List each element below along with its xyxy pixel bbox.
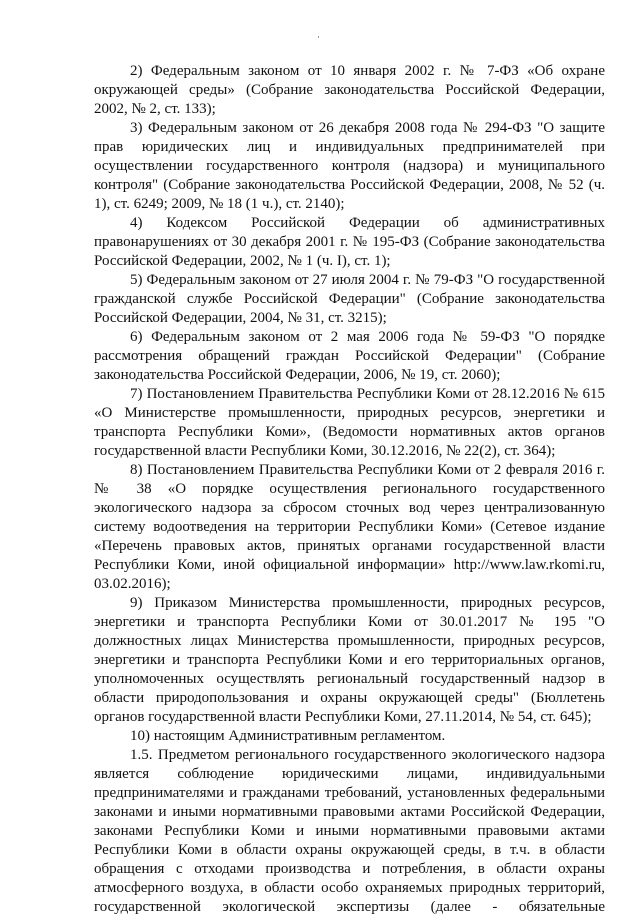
text-line: государственной власти Республики Коми, 30.12.2016, № 22(2), ст. 364); [94, 443, 556, 459]
text-line: 1), ст. 6249; 2009, № 18 (1 ч.), ст. 2140); [94, 196, 345, 212]
text-line: «О Министерстве промышленности, природных ресурсов, энергетики и [94, 405, 605, 421]
scan-speck [318, 36, 319, 38]
text-line: 03.02.2016); [94, 576, 171, 592]
document-body [94, 62, 605, 917]
text-line: № 38 «О порядке осуществления регионального государственного [94, 481, 605, 497]
text-line: государственной экологической экспертизы (далее - обязательные [94, 899, 605, 915]
text-line: 8) Постановлением Правительства Республики Коми от 2 февраля 2016 г. [130, 462, 605, 478]
text-line: 5) Федеральным законом от 27 июля 2004 г. № 79-ФЗ "О государственной [130, 272, 605, 288]
text-line: законами и иными нормативными правовыми актами Российской Федерации, [94, 804, 605, 820]
text-line: 9) Приказом Министерства промышленности, природных ресурсов, [130, 595, 605, 611]
text-line: правонарушениях от 30 декабря 2001 г. № 195-ФЗ (Собрание законодательства [94, 234, 605, 250]
text-line: «Перечень правовых актов, принятых органами государственной власти [94, 538, 605, 554]
text-line: 6) Федеральным законом от 2 мая 2006 года № 59-ФЗ "О порядке [130, 329, 605, 345]
text-line: экологического надзора за сбросом сточных вод через централизованную [94, 500, 605, 516]
text-line: систему водоотведения на территории Республики Коми» (Сетевое издание [94, 519, 605, 535]
text-line: Республики Коми, иной официальной информации» http://www.law.rkomi.ru, [94, 557, 605, 573]
text-line: прав юридических лиц и индивидуальных предпринимателей при [94, 139, 605, 155]
text-line: 3) Федеральным законом от 26 декабря 2008 года № 294-ФЗ "О защите [130, 120, 605, 136]
text-line: транспорта Республики Коми», (Ведомости нормативных актов органов [94, 424, 605, 440]
text-line: окружающей среды» (Собрание законодательства Российской Федерации, [94, 82, 605, 98]
text-line: контроля" (Собрание законодательства Российской Федерации, 2008, № 52 (ч. [94, 177, 605, 193]
text-line: предпринимателями и гражданами требований, установленных федеральными [94, 785, 605, 801]
text-line: энергетики и транспорта Республики Коми от 30.01.2017 № 195 "О [94, 614, 605, 630]
text-line: обращения с отходами производства и потребления, в области охраны [94, 861, 605, 877]
text-line: 2) Федеральным законом от 10 января 2002 г. № 7-ФЗ «Об охране [130, 63, 605, 79]
text-line: является соблюдение юридическими лицами, индивидуальными [94, 766, 605, 782]
text-line: законами Республики Коми и иными нормативными правовыми актами [94, 823, 605, 839]
text-line: осуществлении государственного контроля (надзора) и муниципального [94, 158, 605, 174]
text-line: Республики Коми в области охраны окружающей среды, в т.ч. в области [94, 842, 605, 858]
text-line: 1.5. Предметом регионального государственного экологического надзора [130, 747, 605, 763]
text-line: 4) Кодексом Российской Федерации об административных [130, 215, 605, 231]
text-line: законодательства Российской Федерации, 2006, № 19, ст. 2060); [94, 367, 501, 383]
text-line: области природопользования и охраны окружающей среды" (Бюллетень [94, 690, 605, 706]
text-line: должностных лицах Министерства промышленности, природных ресурсов, [94, 633, 605, 649]
text-line: 2002, № 2, ст. 133); [94, 101, 216, 117]
text-line: органов государственной власти Республики Коми, 27.11.2014, № 54, ст. 645); [94, 709, 592, 725]
text-line: атмосферного воздуха, в области особо охраняемых природных территорий, [94, 880, 605, 896]
text-line: Российской Федерации, 2002, № 1 (ч. I), ст. 1); [94, 253, 391, 269]
text-line: 7) Постановлением Правительства Республики Коми от 28.12.2016 № 615 [130, 386, 605, 402]
text-line: уполномоченных осуществлять региональный государственный надзор в [94, 671, 605, 687]
text-line: рассмотрения обращений граждан Российской Федерации" (Собрание [94, 348, 605, 364]
text-line: гражданской службе Российской Федерации" (Собрание законодательства [94, 291, 605, 307]
text-line: Российской Федерации, 2004, № 31, ст. 3215); [94, 310, 387, 326]
text-line: 10) настоящим Административным регламентом. [130, 728, 446, 744]
text-line: энергетики и транспорта Республики Коми и его территориальных органов, [94, 652, 605, 668]
